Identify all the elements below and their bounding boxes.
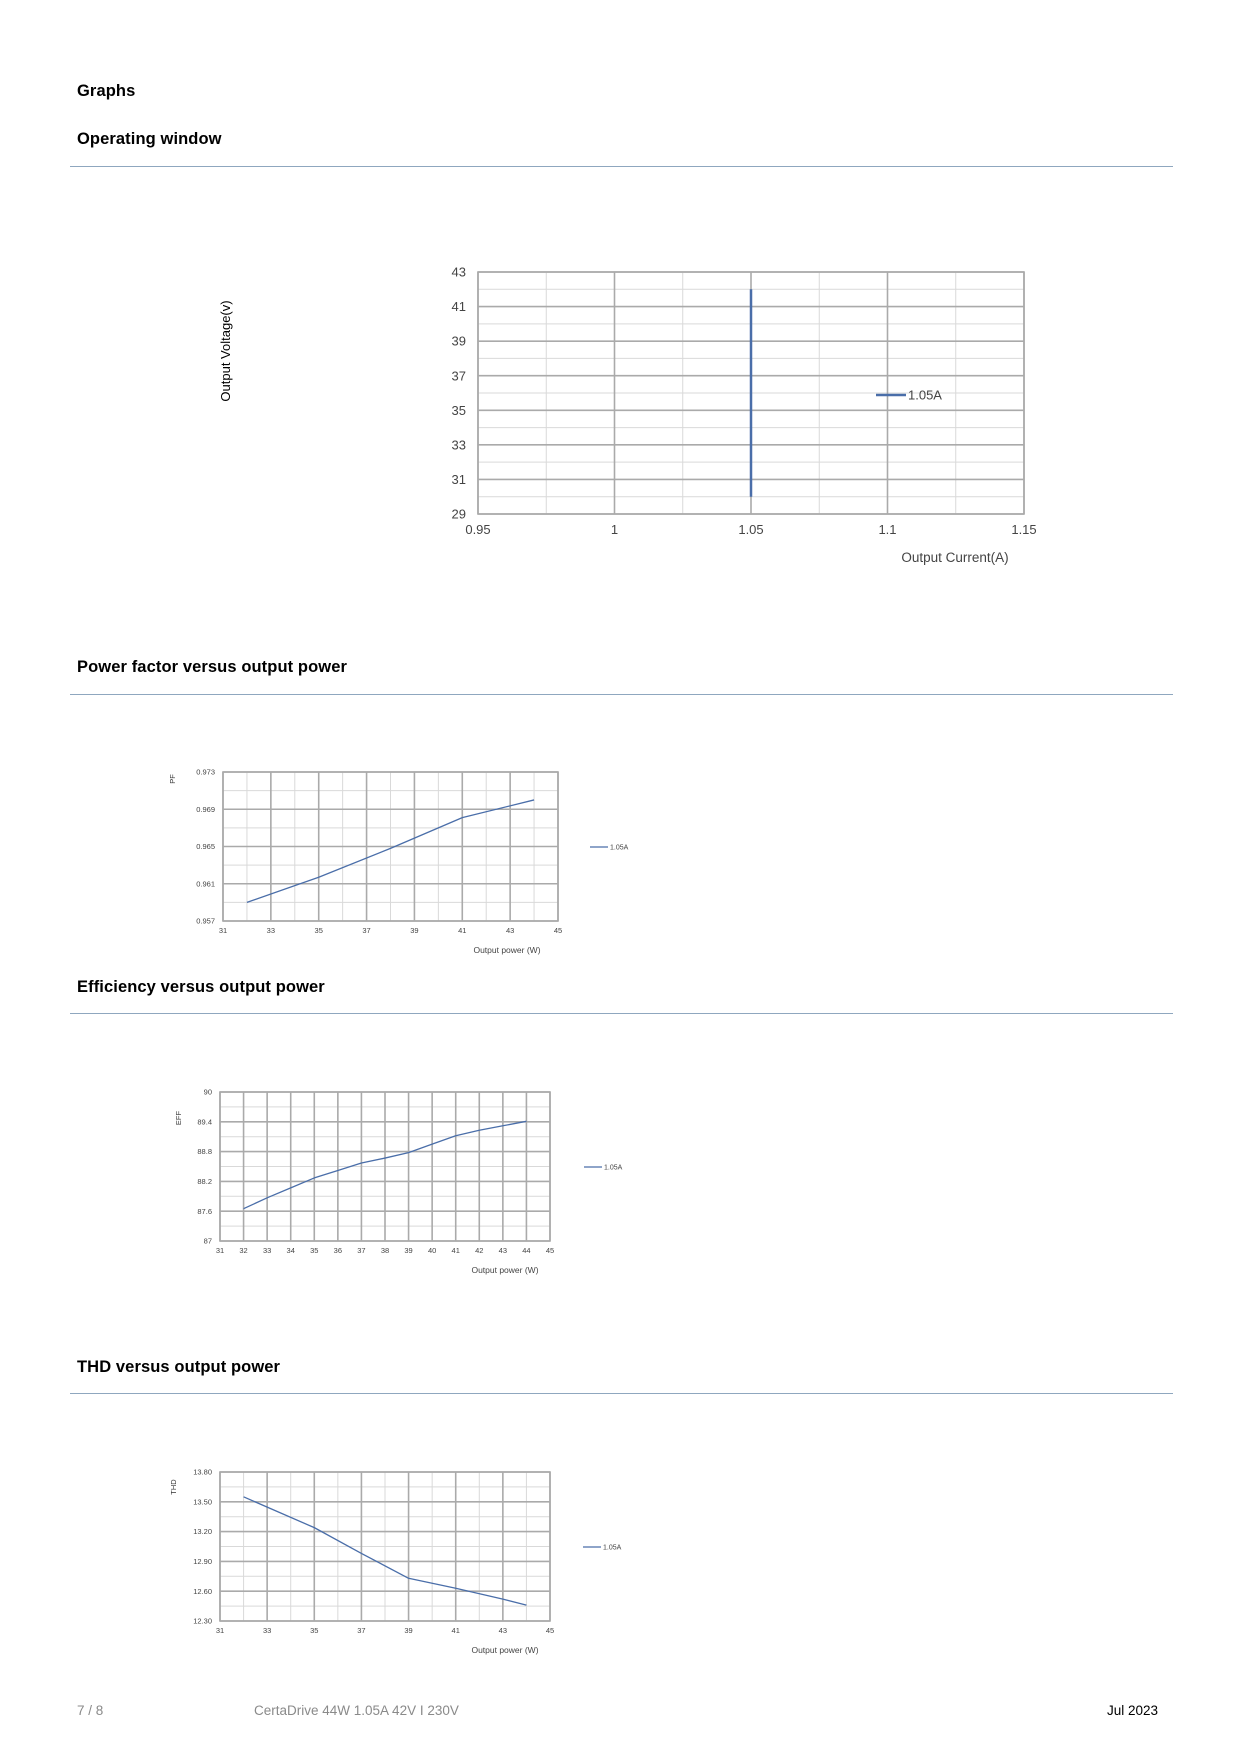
x-tick-label: 31: [218, 926, 228, 935]
y-tick-label: 43: [451, 264, 466, 280]
y-axis-label: THD: [169, 1479, 178, 1495]
operating-window-chart: [200, 258, 1037, 578]
x-tick-label: 43: [498, 1246, 508, 1255]
section-divider: [70, 166, 1173, 167]
y-tick-label: 31: [451, 471, 466, 487]
x-tick-label: 43: [498, 1626, 508, 1635]
x-tick-label: 37: [357, 1626, 366, 1635]
section-divider: [70, 1013, 1173, 1014]
x-tick-label: 33: [262, 1246, 272, 1255]
x-tick-label: 35: [314, 926, 323, 935]
section-title-operating-window: Operating window: [77, 130, 222, 148]
page-section-title: Graphs: [77, 82, 136, 100]
legend-label: 1.05A: [908, 387, 942, 403]
x-tick-label: 43: [505, 926, 515, 935]
x-tick-label: 36: [333, 1246, 343, 1255]
y-axis-label: Output Voltage(v): [218, 300, 233, 402]
x-tick-label: 31: [215, 1626, 225, 1635]
section-title-power-factor: Power factor versus output power: [77, 658, 347, 676]
x-tick-label: 33: [262, 1626, 272, 1635]
y-axis-label: PF: [168, 774, 177, 784]
x-tick-label: 35: [310, 1626, 319, 1635]
x-tick-label: 1: [610, 522, 619, 537]
footer-page-number: 7 / 8: [77, 1703, 104, 1718]
section-divider: [70, 694, 1173, 695]
x-axis-label: Output power (W): [471, 1645, 539, 1655]
y-tick-label: 0.969: [196, 804, 215, 814]
x-tick-label: 31: [215, 1246, 225, 1255]
y-tick-label: 88.8: [197, 1147, 212, 1157]
x-tick-label: 39: [404, 1626, 413, 1635]
efficiency-chart: [160, 1080, 640, 1280]
y-tick-label: 13.80: [193, 1467, 212, 1477]
x-axis-label: Output power (W): [473, 945, 541, 955]
y-tick-label: 35: [451, 402, 466, 418]
x-tick-label: 32: [239, 1246, 248, 1255]
legend-label: 1.05A: [603, 1544, 622, 1552]
footer-date: Jul 2023: [1107, 1703, 1159, 1718]
y-tick-label: 87: [203, 1236, 212, 1246]
y-tick-label: 13.50: [193, 1497, 212, 1507]
x-tick-label: 1.1: [878, 522, 897, 537]
y-tick-label: 0.965: [196, 842, 215, 852]
x-tick-label: 37: [362, 926, 371, 935]
y-tick-label: 39: [451, 333, 466, 349]
x-tick-label: 39: [410, 926, 419, 935]
y-tick-label: 41: [451, 299, 466, 315]
legend-label: 1.05A: [604, 1164, 623, 1172]
section-title-thd: THD versus output power: [77, 1358, 281, 1376]
y-tick-label: 0.961: [196, 879, 215, 889]
x-tick-label: 33: [266, 926, 276, 935]
x-tick-label: 37: [357, 1246, 366, 1255]
y-tick-label: 12.60: [193, 1586, 212, 1596]
y-tick-label: 89.4: [197, 1117, 212, 1127]
x-tick-label: 34: [286, 1246, 295, 1255]
x-tick-label: 38: [380, 1246, 390, 1255]
y-tick-label: 12.30: [193, 1616, 212, 1626]
y-tick-label: 37: [451, 368, 466, 384]
power-factor-chart: [160, 760, 640, 960]
x-axis-label: Output Current(A): [901, 550, 1009, 565]
x-tick-label: 45: [545, 1246, 555, 1255]
footer-product-name: CertaDrive 44W 1.05A 42V I 230V: [254, 1703, 459, 1718]
y-tick-label: 33: [451, 437, 466, 453]
x-tick-label: 41: [451, 1246, 460, 1255]
legend-label: 1.05A: [610, 844, 629, 852]
x-tick-label: 42: [475, 1246, 484, 1255]
x-tick-label: 45: [553, 926, 563, 935]
y-tick-label: 13.20: [193, 1527, 212, 1537]
x-tick-label: 41: [458, 926, 467, 935]
y-tick-label: 12.90: [193, 1557, 212, 1567]
y-tick-label: 29: [451, 506, 466, 522]
x-tick-label: 1.05: [738, 522, 764, 537]
x-tick-label: 45: [545, 1626, 555, 1635]
y-axis-label: EFF: [174, 1110, 183, 1126]
x-tick-label: 44: [522, 1246, 531, 1255]
x-axis-label: Output power (W): [471, 1265, 539, 1275]
y-tick-label: 0.973: [196, 767, 215, 777]
section-divider: [70, 1393, 1173, 1394]
x-tick-label: 40: [427, 1246, 437, 1255]
thd-chart: [160, 1460, 640, 1660]
x-tick-label: 35: [310, 1246, 319, 1255]
section-title-efficiency: Efficiency versus output power: [77, 978, 325, 996]
x-tick-label: 0.95: [465, 522, 491, 537]
y-tick-label: 87.6: [197, 1206, 212, 1216]
x-tick-label: 39: [404, 1246, 413, 1255]
y-tick-label: 88.2: [197, 1177, 212, 1187]
y-tick-label: 90: [203, 1087, 212, 1097]
y-tick-label: 0.957: [196, 916, 215, 926]
x-tick-label: 41: [451, 1626, 460, 1635]
x-tick-label: 1.15: [1011, 522, 1037, 537]
